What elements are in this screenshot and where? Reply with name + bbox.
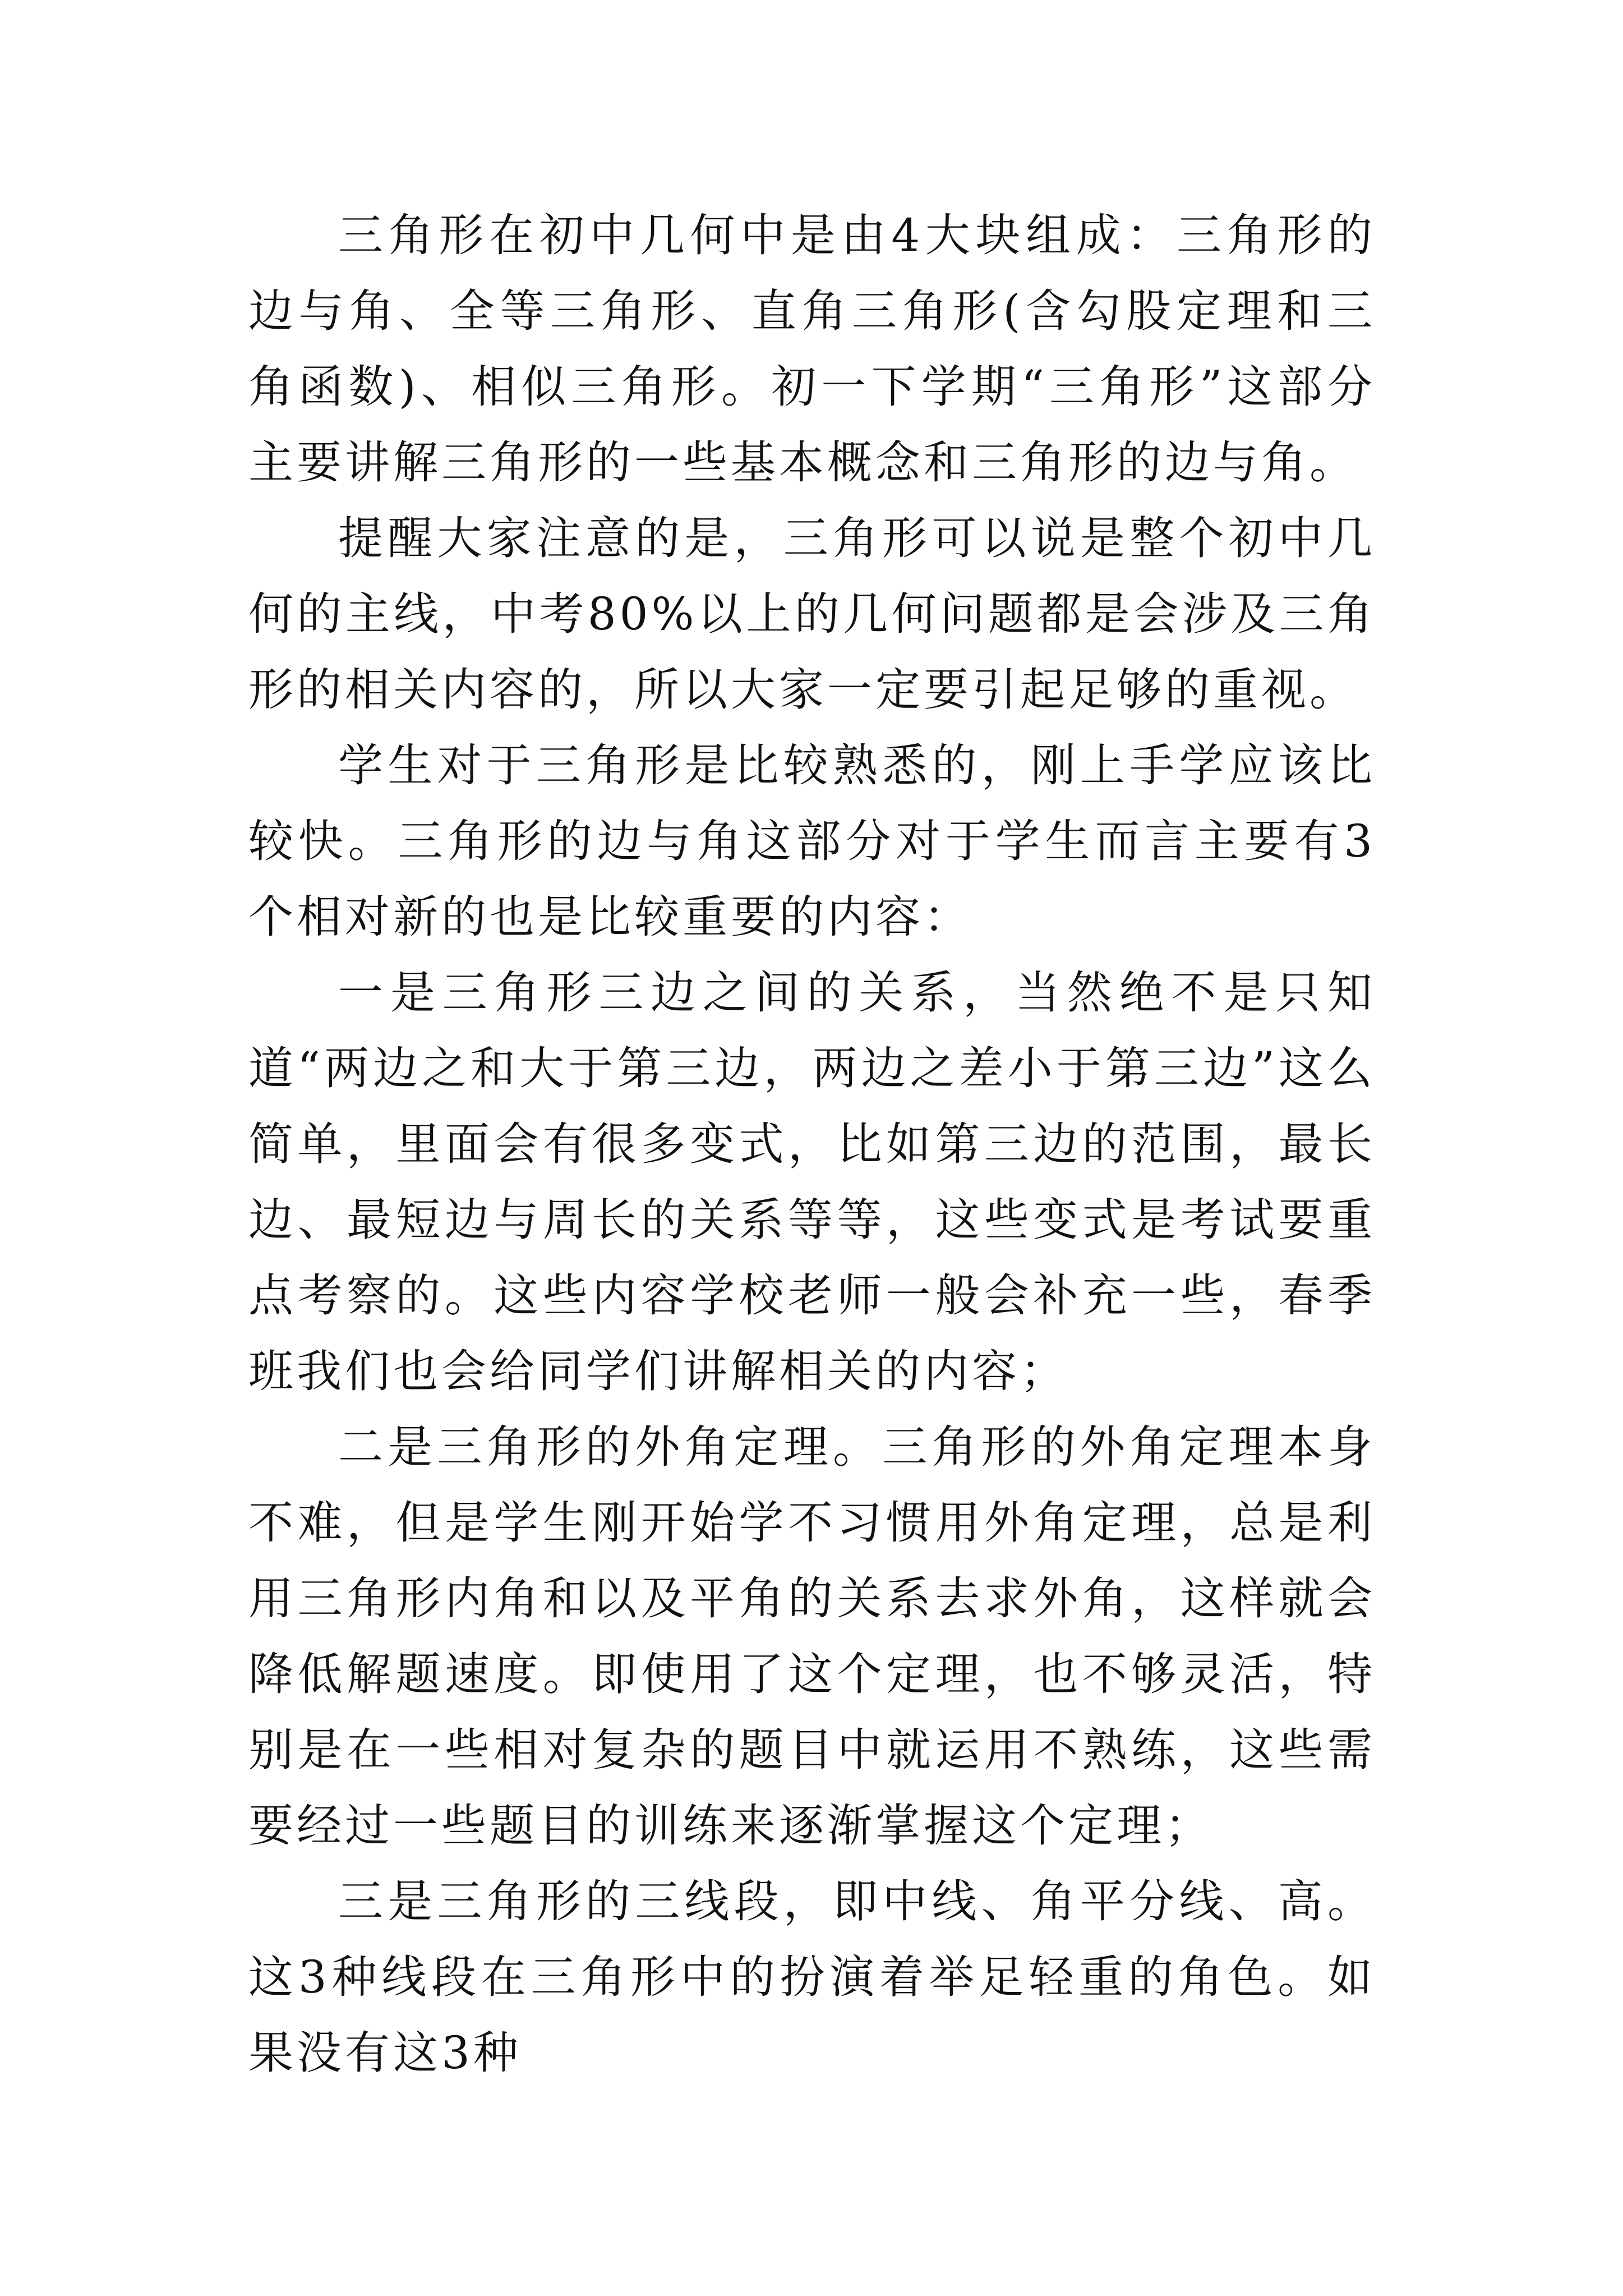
paragraph-5: 二是三角形的外角定理。三角形的外角定理本身不难，但是学生刚开始学不习惯用外角定理，总是利用三角形内角和以及平角的关系去求外角，这样就会降低解题速度。即使用了这个定理，也不够灵活，特别是在一些相对复杂的题目中就运用不熟练，这些需要经过一些题目的训练来逐渐掌握这个定理；: [248, 1421, 1376, 1852]
paragraph-4: 一是三角形三边之间的关系，当然绝不是只知道“两边之和大于第三边，两边之差小于第三边”这么简单，里面会有很多变式，比如第三边的范围，最长边、最短边与周长的关系等等，这些变式是考试要重点考察的。这些内容学校老师一般会补充一些，春季班我们也会给同学们讲解相关的内容；: [248, 967, 1376, 1397]
paragraph-1: 三角形在初中几何中是由4大块组成：三角形的边与角、全等三角形、直角三角形(含勾股定理和三角函数)、相似三角形。初一下学期“三角形”这部分主要讲解三角形的一些基本概念和三角形的边与角。: [248, 209, 1376, 489]
paragraph-2: 提醒大家注意的是，三角形可以说是整个初中几何的主线，中考80%以上的几何问题都是会涉及三角形的相关内容的，所以大家一定要引起足够的重视。: [248, 512, 1376, 716]
paragraph-3: 学生对于三角形是比较熟悉的，刚上手学应该比较快。三角形的边与角这部分对于学生而言主要有3个相对新的也是比较重要的内容：: [248, 739, 1376, 943]
paragraph-6: 三是三角形的三线段，即中线、角平分线、高。这3种线段在三角形中的扮演着举足轻重的角色。如果没有这3种: [248, 1875, 1376, 2079]
document-body: [248, 197, 1376, 2091]
